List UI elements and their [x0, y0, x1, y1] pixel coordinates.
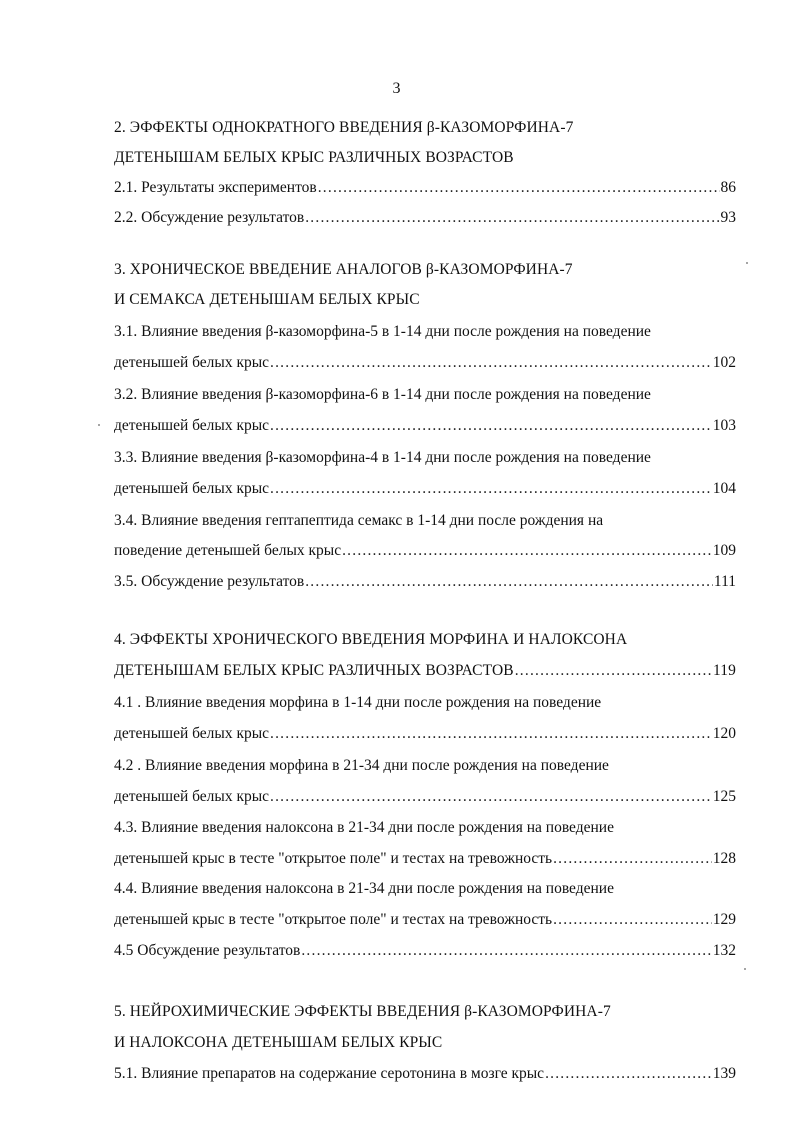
scan-speck	[746, 262, 748, 264]
dot-leader	[301, 941, 711, 961]
toc-page-number: 109	[712, 542, 736, 559]
toc-page-number: 129	[712, 911, 736, 928]
toc-entry-3-4[interactable]	[114, 541, 736, 561]
dot-leader	[545, 1064, 712, 1084]
dot-leader	[318, 178, 720, 198]
toc-page-number: 111	[713, 573, 736, 590]
section-2-heading-line-2: ДЕТЕНЫШАМ БЕЛЫХ КРЫС РАЗЛИЧНЫХ ВОЗРАСТОВ	[114, 149, 514, 166]
toc-entry-title: детенышей крыс в тесте "открытое поле" и тестах на тревожность	[114, 911, 553, 928]
toc-page-number: 132	[712, 942, 736, 959]
section-5-heading-line-1: 5. НЕЙРОХИМИЧЕСКИЕ ЭФФЕКТЫ ВВЕДЕНИЯ β-КАЗОМОРФИНА-7	[114, 1003, 611, 1020]
toc-entry-title: 2.1. Результаты экспериментов	[114, 179, 317, 196]
toc-page-number: 86	[720, 179, 736, 196]
toc-entry-3-2-line-1: 3.2. Влияние введения β-казоморфина-6 в 1-14 дни после рождения на поведение	[114, 386, 651, 403]
toc-page-number: 139	[712, 1065, 736, 1082]
toc-page-number: 128	[712, 850, 736, 867]
toc-entry-3-1[interactable]	[114, 353, 736, 373]
dot-leader	[305, 208, 719, 228]
dot-leader	[515, 661, 712, 681]
toc-page-number: 120	[712, 725, 736, 742]
toc-entry-4-2-line-1: 4.2 . Влияние введения морфина в 21-34 дни после рождения на поведение	[114, 757, 609, 774]
toc-entry-4-2[interactable]	[114, 787, 736, 807]
toc-entry-4-5[interactable]	[114, 941, 736, 961]
toc-page-number: 104	[712, 480, 736, 497]
toc-page-number: 93	[720, 209, 736, 226]
toc-entry-3-3[interactable]	[114, 479, 736, 499]
toc-page-number: 102	[712, 354, 736, 371]
scan-speck	[98, 424, 100, 426]
page-number: 3	[392, 80, 401, 97]
section-4-heading-line-1: 4. ЭФФЕКТЫ ХРОНИЧЕСКОГО ВВЕДЕНИЯ МОРФИНА И НАЛОКСОНА	[114, 631, 628, 648]
toc-entry-title: 2.2. Обсуждение результатов	[114, 209, 305, 226]
toc-entry-3-3-line-1: 3.3. Влияние введения β-казоморфина-4 в 1-14 дни после рождения на поведение	[114, 449, 651, 466]
section-2-heading-line-1: 2. ЭФФЕКТЫ ОДНОКРАТНОГО ВВЕДЕНИЯ β-КАЗОМОРФИНА-7	[114, 119, 574, 136]
dot-leader	[305, 572, 713, 592]
dot-leader	[270, 479, 712, 499]
dot-leader	[270, 724, 712, 744]
toc-entry-4-4[interactable]	[114, 910, 736, 930]
toc-entry-4-1-line-1: 4.1 . Влияние введения морфина в 1-14 дни после рождения на поведение	[114, 694, 602, 711]
toc-entry-title: детенышей крыс в тесте "открытое поле" и тестах на тревожность	[114, 850, 553, 867]
toc-entry-3-2[interactable]	[114, 416, 736, 436]
toc-entry-2-2[interactable]	[114, 208, 736, 228]
toc-entry-4-1[interactable]	[114, 724, 736, 744]
toc-page-number: 125	[712, 788, 736, 805]
dot-leader	[270, 353, 712, 373]
toc-entry-3-4-line-1: 3.4. Влияние введения гептапептида семакс в 1-14 дни после рождения на	[114, 512, 604, 529]
toc-entry-4-3[interactable]	[114, 849, 736, 869]
section-5-heading-line-2: И НАЛОКСОНА ДЕТЕНЫШАМ БЕЛЫХ КРЫС	[114, 1034, 443, 1051]
toc-entry-5-1[interactable]	[114, 1064, 736, 1084]
dot-leader	[553, 849, 712, 869]
toc-page-number: 103	[712, 417, 736, 434]
scan-speck	[744, 968, 746, 970]
toc-entry-title: поведение детенышей белых крыс	[114, 542, 342, 559]
toc-entry-4-3-line-1: 4.3. Влияние введения налоксона в 21-34 дни после рождения на поведение	[114, 819, 614, 836]
toc-entry-title: детенышей белых крыс	[114, 417, 270, 434]
section-3-heading-line-2: И СЕМАКСА ДЕТЕНЫШАМ БЕЛЫХ КРЫС	[114, 291, 420, 308]
section-4-heading-line-2[interactable]	[114, 661, 736, 681]
section-3-heading-line-1: 3. ХРОНИЧЕСКОЕ ВВЕДЕНИЕ АНАЛОГОВ β-КАЗОМОРФИНА-7	[114, 261, 573, 278]
dot-leader	[342, 541, 712, 561]
toc-entry-title: детенышей белых крыс	[114, 725, 270, 742]
toc-entry-3-1-line-1: 3.1. Влияние введения β-казоморфина-5 в 1-14 дни после рождения на поведение	[114, 323, 651, 340]
toc-entry-title: 3.5. Обсуждение результатов	[114, 573, 305, 590]
toc-entry-title: ДЕТЕНЫШАМ БЕЛЫХ КРЫС РАЗЛИЧНЫХ ВОЗРАСТОВ	[114, 662, 514, 679]
dot-leader	[270, 416, 712, 436]
dot-leader	[270, 787, 712, 807]
toc-entry-4-4-line-1: 4.4. Влияние введения налоксона в 21-34 дни после рождения на поведение	[114, 880, 614, 897]
toc-entry-title: детенышей белых крыс	[114, 354, 270, 371]
toc-entry-3-5[interactable]	[114, 572, 736, 592]
dot-leader	[553, 910, 712, 930]
toc-page-number: 119	[713, 662, 736, 679]
toc-entry-title: детенышей белых крыс	[114, 788, 270, 805]
toc-entry-2-1[interactable]	[114, 178, 736, 198]
toc-entry-title: детенышей белых крыс	[114, 480, 270, 497]
toc-entry-title: 5.1. Влияние препаратов на содержание серотонина в мозге крыс	[114, 1065, 545, 1082]
toc-entry-title: 4.5 Обсуждение результатов	[114, 942, 301, 959]
